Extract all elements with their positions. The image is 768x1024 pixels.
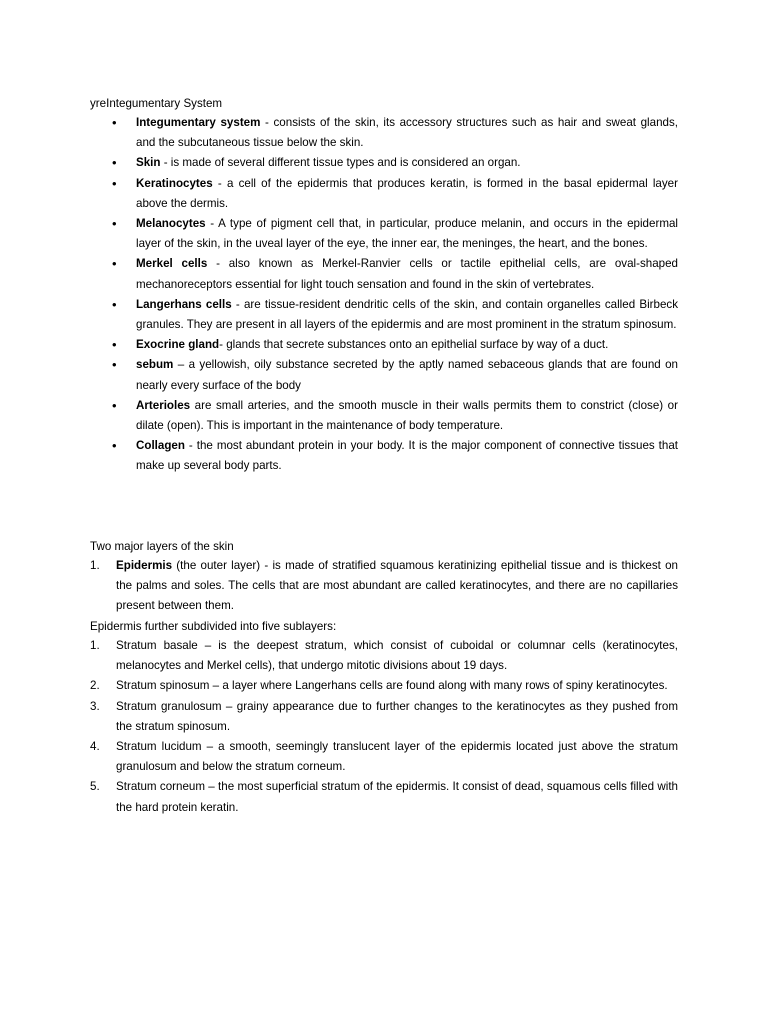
sublayers-list	[90, 636, 678, 818]
term-label: Langerhans cells	[136, 297, 232, 311]
layers-heading: Two major layers of the skin	[90, 540, 234, 553]
layer-item	[90, 556, 678, 617]
term-definition: - the most abundant protein in your body. It is the major component of connective tissues that make up several body parts.	[136, 439, 678, 473]
term-item	[90, 396, 678, 436]
sublayer-text: Stratum basale – is the deepest stratum, which consist of cuboidal or columnar cells (keratinocytes, melanocytes and Merkel cells), that undergo mitotic divisions about 19 days.	[116, 639, 678, 673]
list-number: 1.	[90, 639, 100, 652]
sublayer-item	[90, 676, 678, 696]
term-definition: – a yellowish, oily substance secreted by the aptly named sebaceous glands that are found on nearly every surface of the body	[136, 358, 678, 392]
bullet-icon: •	[112, 337, 117, 353]
terms-list	[90, 113, 678, 477]
term-item	[90, 436, 678, 476]
term-label: Collagen	[136, 439, 185, 453]
list-number: 4.	[90, 740, 100, 754]
term-label: Integumentary system	[136, 116, 261, 129]
bullet-icon: •	[112, 175, 117, 191]
bullet-icon: •	[112, 357, 117, 373]
term-item	[90, 113, 678, 153]
sublayer-text: Stratum spinosum – a layer where Langerhans cells are found along with many rows of spiny keratinocytes.	[116, 679, 668, 693]
term-item	[90, 174, 678, 214]
bullet-icon: •	[112, 115, 117, 130]
term-definition: - is made of several different tissue types and is considered an organ.	[160, 156, 521, 170]
list-number: 3.	[90, 699, 100, 713]
layer-definition: (the outer layer) - is made of stratified squamous keratinizing epithelial tissue and is thickest on the palms and soles. The cells that are most abundant are called keratinocytes, and there are no capillaries present between them.	[116, 559, 678, 613]
sublayer-item	[90, 636, 678, 676]
sublayer-item	[90, 777, 678, 817]
bullet-icon: •	[112, 256, 117, 272]
sublayer-text: Stratum granulosum – grainy appearance due to further changes to the keratinocytes as they pushed from the stratum spinosum.	[116, 699, 678, 733]
term-item	[90, 214, 678, 254]
bullet-icon: •	[112, 216, 117, 232]
term-label: Exocrine gland	[136, 338, 220, 352]
list-number: 5.	[90, 780, 100, 794]
list-number: 2.	[90, 679, 100, 693]
layer-term: Epidermis	[116, 559, 173, 572]
term-item	[90, 355, 678, 395]
term-definition: - glands that secrete substances onto an epithelial surface by way of a duct.	[219, 338, 609, 352]
term-definition: - a cell of the epidermis that produces keratin, is formed in the basal epidermal layer above the dermis.	[136, 176, 678, 210]
term-label: sebum	[136, 358, 174, 372]
sublayer-item	[90, 737, 678, 777]
term-definition: - are tissue-resident dendritic cells of the skin, and contain organelles called Birbeck granules. They are present in all layers of the epidermis and are most prominent in the stratum spinosum.	[136, 297, 678, 332]
term-item	[90, 254, 678, 294]
term-item	[90, 295, 678, 335]
bullet-icon: •	[112, 438, 117, 454]
term-label: Keratinocytes	[136, 176, 213, 190]
sublayer-text: Stratum lucidum – a smooth, seemingly translucent layer of the epidermis located just above the stratum granulosum and below the stratum corneum.	[116, 740, 678, 774]
page-title: yreIntegumentary System	[90, 97, 223, 110]
bullet-icon: •	[112, 397, 117, 413]
sublayers-heading: Epidermis further subdivided into five sublayers:	[90, 620, 337, 633]
term-label: Melanocytes	[136, 217, 206, 231]
layers-list	[90, 556, 678, 617]
term-definition: - consists of the skin, its accessory structures such as hair and sweat glands, and the subcutaneous tissue below the skin.	[136, 116, 678, 150]
term-item	[90, 153, 678, 173]
term-definition: - also known as Merkel-Ranvier cells or tactile epithelial cells, are oval-shaped mechanoreceptors essential for light touch sensation and found in the skin of vertebrates.	[136, 257, 678, 291]
sublayer-text: Stratum corneum – the most superficial stratum of the epidermis. It consist of dead, squamous cells filled with the hard protein keratin.	[116, 780, 678, 814]
list-number: 1.	[90, 559, 100, 572]
term-label: Arterioles	[136, 398, 191, 412]
sublayer-item	[90, 697, 678, 737]
bullet-icon: •	[112, 296, 117, 312]
term-label: Skin	[136, 156, 161, 170]
term-definition: - A type of pigment cell that, in particular, produce melanin, and occurs in the epidermal layer of the skin, in the uveal layer of the eye, the inner ear, the meninges, the heart, and the bones.	[136, 217, 678, 251]
bullet-icon: •	[112, 155, 117, 171]
term-item	[90, 335, 678, 355]
term-label: Merkel cells	[136, 257, 208, 271]
term-definition: are small arteries, and the smooth muscle in their walls permits them to constrict (close) or dilate (open). This is important in the maintenance of body temperature.	[136, 398, 678, 433]
